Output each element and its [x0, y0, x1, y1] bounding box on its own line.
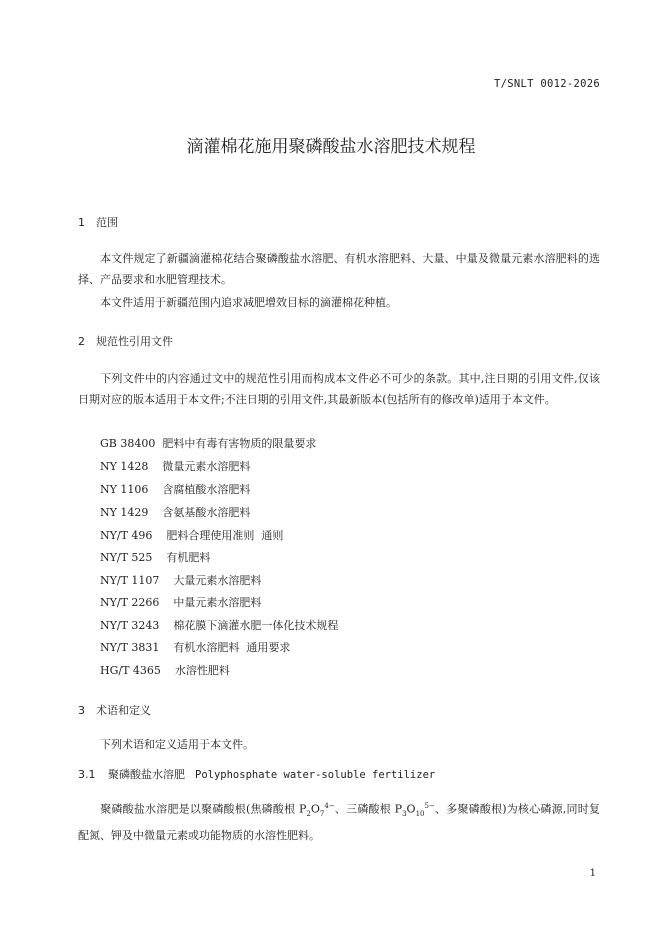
reference-item: HG/T 4365 水溶性肥料: [100, 664, 230, 677]
paragraph-text: 下列术语和定义适用于本文件。: [100, 738, 254, 751]
subsection-title-en: Polyphosphate water-soluble fertilizer: [195, 769, 436, 781]
reference-item: NY 1106 含腐植酸水溶肥料: [100, 483, 251, 496]
definition-text-c: 、多聚磷酸根)为核心磷源,同时复配氮、钾及中微量元素或功能物质的水溶性肥料。: [78, 802, 600, 842]
document-title: 滴灌棉花施用聚磷酸盐水溶肥技术规程: [186, 137, 476, 157]
reference-item: NY/T 2266 中量元素水溶肥料: [100, 596, 262, 609]
subsection-title-cn: 聚磷酸盐水溶肥: [108, 768, 185, 781]
page-number: 1: [589, 868, 596, 879]
section-title: 范围: [96, 216, 118, 229]
section-1-paragraph-2: [78, 292, 600, 313]
formula-subscript: 3: [402, 809, 407, 818]
document-id: T/SNLT 0012-2026: [494, 78, 600, 90]
formula-charge: 4−: [324, 802, 335, 810]
paragraph-text: 本文件适用于新疆范围内追求减肥增效目标的滴灌棉花种植。: [100, 296, 397, 309]
section-2-heading: [78, 333, 173, 349]
formula-element: O: [310, 802, 320, 816]
subsection-3-1-heading: [78, 766, 435, 782]
section-number: 1: [78, 216, 85, 229]
reference-item: NY/T 1107 大量元素水溶肥料: [100, 574, 262, 587]
subsection-number: 3.1: [78, 768, 96, 781]
reference-item: GB 38400 肥料中有毒有害物质的限量要求: [100, 437, 317, 450]
section-1-paragraph-1: [78, 248, 600, 290]
section-number: 3: [78, 704, 85, 717]
definition-text-b: 、三磷酸根 P: [334, 802, 403, 816]
section-3-heading: [78, 702, 151, 718]
reference-item: NY/T 525 有机肥料: [100, 551, 211, 564]
formula-subscript: 10: [415, 809, 425, 818]
section-number: 2: [78, 335, 85, 348]
paragraph-text: 本文件规定了新疆滴灌棉花结合聚磷酸盐水溶肥、有机水溶肥料、大量、中量及微量元素水溶肥料的选择、产品要求和水肥管理技术。: [78, 252, 600, 286]
definition-paragraph: [78, 796, 600, 846]
definition-text-a: 聚磷酸盐水溶肥是以聚磷酸根(焦磷酸根 P: [100, 802, 307, 816]
formula-element: O: [406, 802, 416, 816]
reference-item: NY/T 496 肥料合理使用准则 通则: [100, 529, 284, 542]
section-title: 规范性引用文件: [96, 335, 173, 348]
reference-item: NY/T 3831 有机水溶肥料 通用要求: [100, 641, 291, 654]
paragraph-text: 下列文件中的内容通过文中的规范性引用而构成本文件必不可少的条款。其中,注日期的引用文件,仅该日期对应的版本适用于本文件;不注日期的引用文件,其最新版本(包括所有的修改单)适用于本文件。: [78, 372, 600, 406]
reference-item: NY/T 3243 棉花膜下滴灌水肥一体化技术规程: [100, 619, 339, 632]
section-3-paragraph-1: [78, 734, 600, 755]
formula-subscript: 2: [306, 809, 311, 818]
formula-charge: 5−: [424, 802, 435, 810]
section-1-heading: [78, 214, 118, 230]
reference-item: NY 1429 含氨基酸水溶肥料: [100, 506, 251, 519]
section-2-paragraph-1: [78, 368, 600, 410]
reference-item: NY 1428 微量元素水溶肥料: [100, 460, 251, 473]
formula-subscript: 7: [319, 809, 325, 818]
section-title: 术语和定义: [96, 704, 151, 717]
